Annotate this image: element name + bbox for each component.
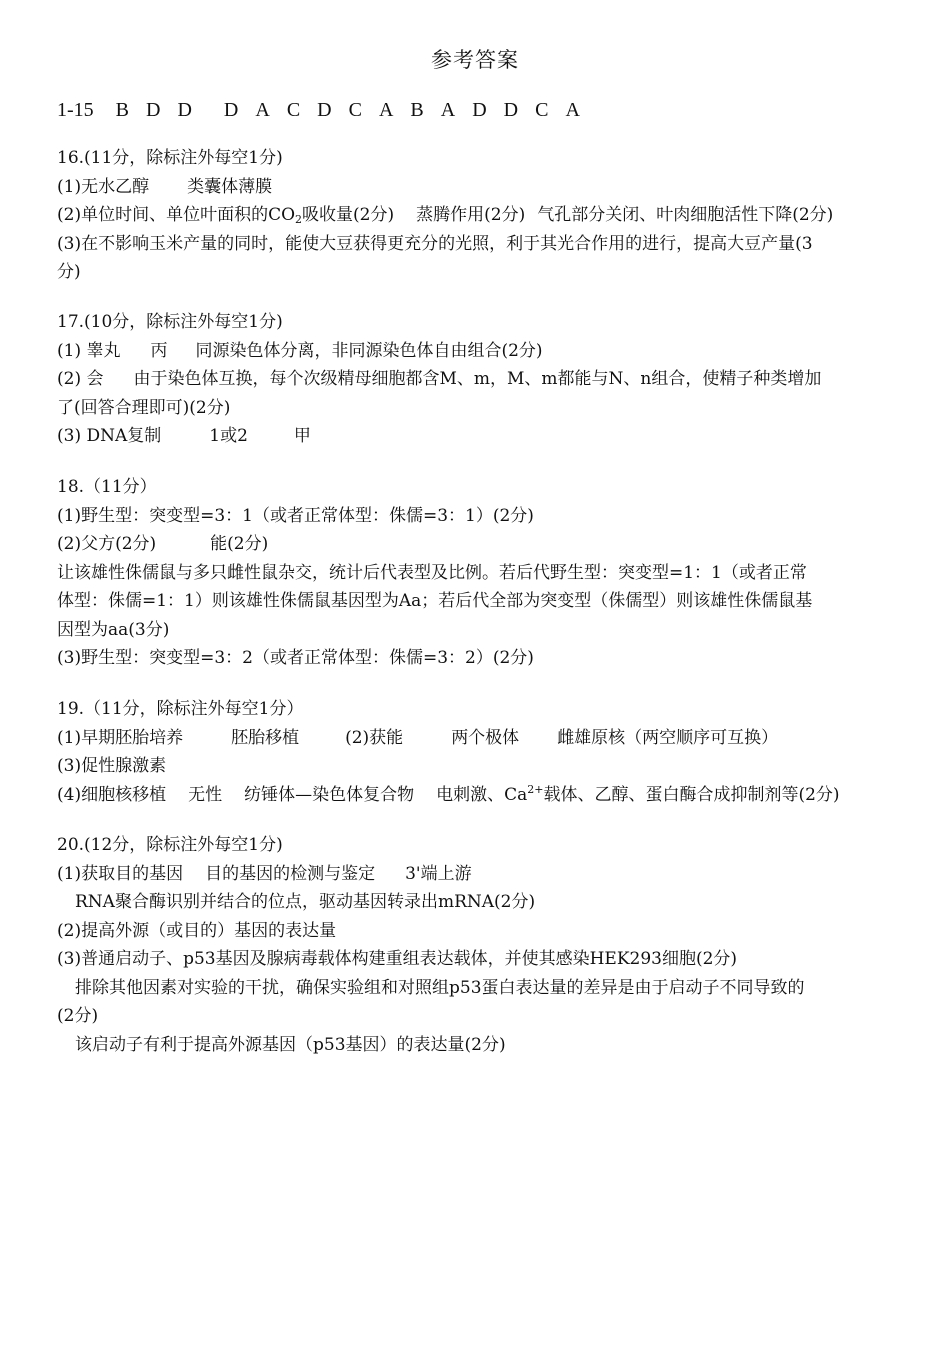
question-18	[57, 473, 897, 673]
q17-2a: (2) 会	[57, 369, 104, 389]
q19-1b: 胚胎移植	[231, 727, 300, 748]
q19-1d: 两个极体	[451, 727, 520, 748]
q17-3c: 甲	[293, 426, 311, 446]
q16-header: 16.(11分，除标注外每空1分)	[57, 148, 283, 168]
question-17	[57, 308, 897, 451]
multiple-choice-answers	[57, 99, 597, 122]
q20-answer-1-cont: RNA聚合酶识别并结合的位点，驱动基因转录出mRNA(2分)	[75, 892, 536, 912]
q18-answer-2	[57, 530, 897, 559]
q19-1c: (2)获能	[345, 727, 404, 748]
q16-2c: 蒸腾作用(2分)	[416, 205, 526, 225]
q18-answer-6: (3)野生型：突变型=3：2（或者正常体型：侏儒=3：2）(2分)	[57, 648, 534, 668]
q16-answer-2	[57, 201, 897, 230]
q16-2-subscript: 2	[295, 213, 303, 226]
q19-4d: 电刺激、Ca	[436, 784, 528, 805]
q17-answer-2	[57, 365, 897, 394]
q17-answer-2-cont: 了(回答合理即可)(2分)	[57, 397, 231, 418]
mc-answer: D	[177, 99, 192, 121]
mc-answer: D	[146, 99, 161, 121]
q18-answer-3: 让该雄性侏儒鼠与多只雌性鼠杂交，统计后代表型及比例。若后代野生型：突变型=1：1（或者正常	[57, 562, 807, 583]
q18-answer-4: 体型：侏儒=1：1）则该雄性侏儒鼠基因型为Aa；若后代全部为突变型（侏儒型）则该雄性侏儒鼠基	[57, 591, 813, 611]
q16-1a: (1)无水乙醇	[57, 176, 150, 197]
q20-answer-3-cont2: (2分)	[57, 1006, 99, 1026]
q16-1b: 类囊体薄膜	[187, 176, 273, 197]
q19-4e: 载体、乙醇、蛋白酶合成抑制剂等(2分)	[543, 784, 840, 805]
mc-answer: B	[410, 99, 424, 121]
q19-4-superscript: 2+	[527, 782, 544, 796]
q20-answer-3-cont3: 该启动子有利于提高外源基因（p53基因）的表达量(2分)	[75, 1034, 506, 1055]
mc-answer: C	[535, 99, 549, 121]
q17-1c: 同源染色体分离，非同源染色体自由组合(2分)	[195, 340, 543, 361]
mc-answer: A	[255, 99, 270, 121]
q20-1a: (1)获取目的基因	[57, 863, 184, 884]
q18-answer-1: (1)野生型：突变型=3：1（或者正常体型：侏儒=3：1）(2分)	[57, 505, 534, 526]
q17-2b: 由于染色体互换，每个次级精母细胞都含M、m，M、m都能与N、n组合，使精子种类增加	[133, 369, 822, 389]
q18-header: 18.（11分）	[57, 477, 157, 497]
q19-header: 19.（11分，除标注外每空1分）	[57, 699, 304, 719]
mc-answer: A	[378, 99, 394, 121]
mc-answer: D	[317, 99, 332, 121]
question-19	[57, 695, 897, 809]
q17-header: 17.(10分，除标注外每空1分)	[57, 312, 283, 332]
q20-answer-3: (3)普通启动子、p53基因及腺病毒载体构建重组表达载体，并使其感染HEK293细胞(2分)	[57, 949, 738, 969]
q17-1b: 丙	[150, 340, 168, 361]
q20-1c: 3'端上游	[405, 863, 472, 884]
question-20	[57, 831, 897, 1059]
mc-answer: A	[565, 99, 580, 121]
q19-answer-1	[57, 724, 897, 753]
q20-1b: 目的基因的检测与鉴定	[205, 863, 376, 884]
mc-answer: D	[472, 99, 487, 121]
q17-3b: 1或2	[209, 426, 248, 446]
q19-answer-4	[57, 781, 897, 810]
q19-answer-3: (3)促性腺激素	[57, 756, 167, 776]
q17-1a: (1) 睾丸	[57, 340, 121, 361]
q16-2a: (2)单位时间、单位叶面积的CO	[57, 205, 296, 225]
q19-1e: 雌雄原核（两空顺序可互换）	[557, 727, 779, 748]
q16-2d: 气孔部分关闭、叶肉细胞活性下降(2分)	[537, 205, 834, 225]
page-title: 参考答案	[431, 48, 519, 72]
q19-4b: 无性	[188, 784, 223, 805]
q19-4c: 纺锤体—染色体复合物	[244, 784, 415, 805]
q17-answer-1	[57, 337, 897, 366]
q16-2b: 吸收量(2分)	[302, 205, 395, 225]
q16-answer-3: (3)在不影响玉米产量的同时，能使大豆获得更充分的光照，利于其光合作用的进行，提高大豆产量(3	[57, 233, 813, 254]
q16-answer-1	[57, 173, 897, 202]
q20-header: 20.(12分，除标注外每空1分)	[57, 835, 283, 855]
q20-answer-2: (2)提高外源（或目的）基因的表达量	[57, 920, 337, 941]
mc-answer: B	[115, 99, 130, 121]
q17-3a: (3) DNA复制	[57, 426, 162, 446]
mc-answer: D	[503, 99, 519, 121]
q19-1a: (1)早期胚胎培养	[57, 727, 184, 748]
q19-4a: (4)细胞核移植	[57, 784, 167, 805]
mc-answer: A	[440, 99, 456, 121]
mc-answer: C	[348, 99, 362, 121]
q18-2b: 能(2分)	[210, 534, 269, 554]
q18-2a: (2)父方(2分)	[57, 534, 157, 554]
q20-answer-1	[57, 860, 897, 889]
q17-answer-3	[57, 422, 897, 451]
mc-range: 1-15	[57, 99, 94, 121]
q20-answer-3-cont: 排除其他因素对实验的干扰，确保实验组和对照组p53蛋白表达量的差异是由于启动子不同导致的	[75, 977, 805, 998]
mc-answer: C	[286, 99, 301, 121]
q18-answer-5: 因型为aa(3分)	[57, 619, 170, 640]
question-16	[57, 144, 897, 287]
q16-answer-3-cont: 分)	[57, 262, 81, 282]
mc-answer: D	[223, 99, 239, 121]
